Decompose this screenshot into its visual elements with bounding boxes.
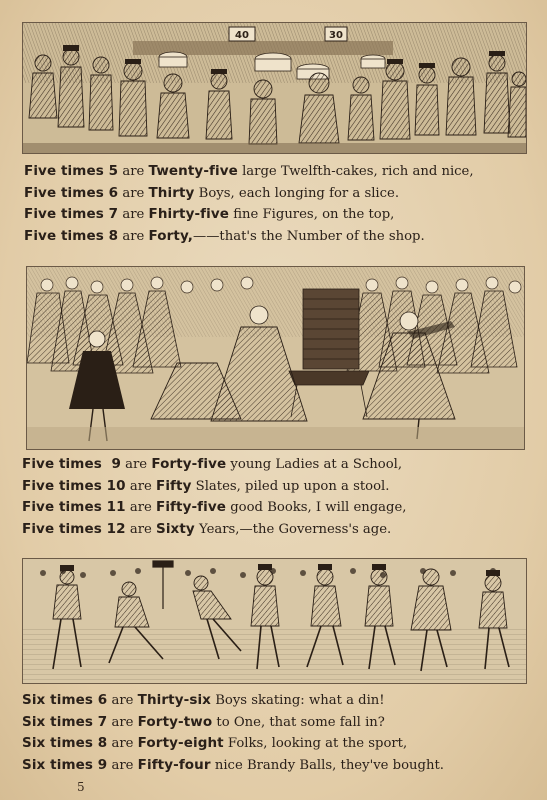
verse-line: Five times 11 are Fifty-five good Books, I will engage, — [22, 499, 407, 515]
stanza-three — [22, 690, 527, 776]
verse-line: Five times 12 are Sixty Years,—the Governess's age. — [22, 520, 392, 537]
cake-shop-illustration — [23, 23, 526, 153]
verse-line: Five times 8 are Forty,——that's the Number of the shop. — [24, 227, 425, 244]
verse-line: Six times 8 are Forty-eight Folks, looking at the sport, — [22, 735, 408, 751]
school-room-illustration — [27, 267, 524, 449]
verse-line: Six times 9 are Fifty-four nice Brandy Balls, they've bought. — [22, 756, 444, 773]
cake-shop-engraving — [22, 22, 527, 154]
school-room-engraving — [26, 266, 525, 450]
verse-line: Five times 7 are Fhirty-five fine Figures, on the top, — [24, 206, 395, 222]
verse-line: Six times 7 are Forty-two to One, that some fall in? — [22, 713, 385, 730]
verse-line: Five times 9 are Forty-five young Ladies at a School, — [22, 456, 403, 472]
shop-sign-30: 30 — [329, 30, 343, 41]
skating-illustration — [23, 559, 526, 683]
verse-line: Five times 10 are Fifty Slates, piled up upon a stool. — [22, 477, 390, 494]
page-number: 5 — [77, 780, 85, 794]
stanza-two — [22, 454, 527, 540]
stanza-one — [24, 161, 529, 247]
verse-line: Five times 5 are Twenty-five large Twelfth-cakes, rich and nice, — [24, 163, 474, 179]
shop-sign-40: 40 — [235, 30, 249, 41]
verse-line: Six times 6 are Thirty-six Boys skating: what a din! — [22, 692, 385, 708]
skating-engraving — [22, 558, 527, 684]
verse-line: Five times 6 are Thirty Boys, each longing for a slice. — [24, 184, 400, 201]
